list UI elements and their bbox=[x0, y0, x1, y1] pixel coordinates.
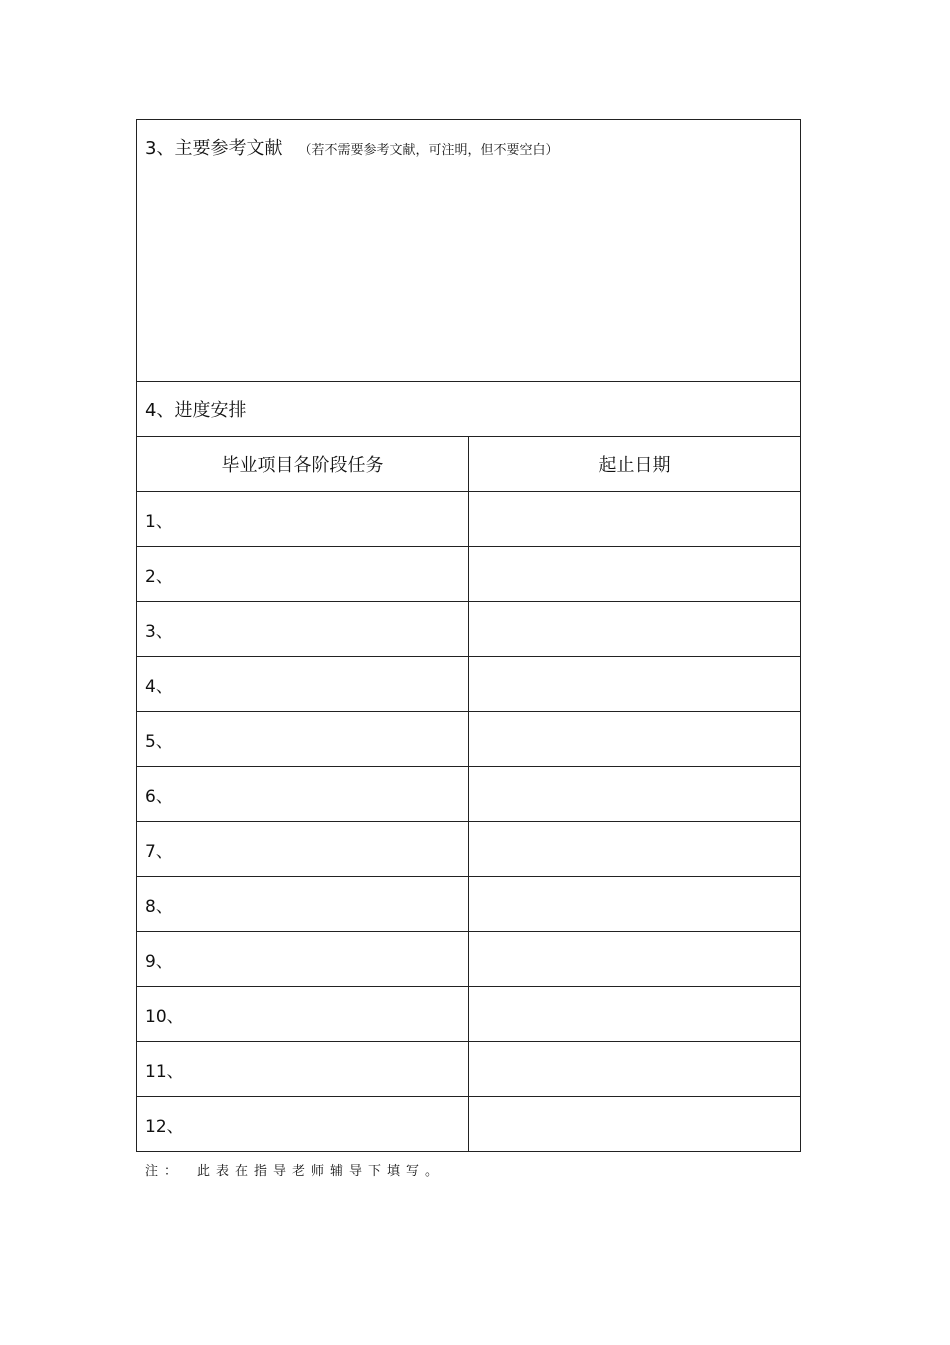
footnote-text: 此表在指导老师辅导下填写。 bbox=[197, 1164, 445, 1179]
table-row bbox=[137, 1042, 801, 1097]
table-row bbox=[137, 1097, 801, 1152]
date-cell[interactable] bbox=[469, 492, 801, 547]
task-cell[interactable]: 11、 bbox=[137, 1042, 469, 1097]
footnote-label: 注： bbox=[145, 1164, 184, 1179]
date-cell[interactable] bbox=[469, 1097, 801, 1152]
header-date: 起止日期 bbox=[469, 437, 801, 492]
task-cell[interactable]: 9、 bbox=[137, 932, 469, 987]
schedule-header-row bbox=[137, 437, 801, 492]
table-row bbox=[137, 712, 801, 767]
task-cell[interactable]: 12、 bbox=[137, 1097, 469, 1152]
references-row bbox=[137, 120, 801, 382]
table-row bbox=[137, 932, 801, 987]
date-cell[interactable] bbox=[469, 657, 801, 712]
schedule-title: 4、进度安排 bbox=[137, 382, 801, 437]
task-form-table bbox=[136, 119, 801, 1152]
task-cell[interactable]: 6、 bbox=[137, 767, 469, 822]
table-row bbox=[137, 547, 801, 602]
date-cell[interactable] bbox=[469, 547, 801, 602]
table-row bbox=[137, 822, 801, 877]
header-task: 毕业项目各阶段任务 bbox=[137, 437, 469, 492]
schedule-rows bbox=[137, 492, 801, 1152]
references-cell[interactable] bbox=[137, 120, 801, 382]
date-cell[interactable] bbox=[469, 1042, 801, 1097]
task-cell[interactable]: 7、 bbox=[137, 822, 469, 877]
references-note: （若不需要参考文献，可注明，但不要空白） bbox=[298, 143, 559, 158]
table-row bbox=[137, 767, 801, 822]
task-cell[interactable]: 3、 bbox=[137, 602, 469, 657]
schedule-title-row bbox=[137, 382, 801, 437]
task-cell[interactable]: 8、 bbox=[137, 877, 469, 932]
date-cell[interactable] bbox=[469, 932, 801, 987]
date-cell[interactable] bbox=[469, 602, 801, 657]
table-row bbox=[137, 657, 801, 712]
table-row bbox=[137, 492, 801, 547]
date-cell[interactable] bbox=[469, 877, 801, 932]
date-cell[interactable] bbox=[469, 822, 801, 877]
date-cell[interactable] bbox=[469, 712, 801, 767]
task-cell[interactable]: 2、 bbox=[137, 547, 469, 602]
references-title: 3、主要参考文献 bbox=[145, 138, 283, 159]
task-cell[interactable]: 10、 bbox=[137, 987, 469, 1042]
date-cell[interactable] bbox=[469, 767, 801, 822]
task-cell[interactable]: 4、 bbox=[137, 657, 469, 712]
task-cell[interactable]: 1、 bbox=[137, 492, 469, 547]
table-row bbox=[137, 877, 801, 932]
date-cell[interactable] bbox=[469, 987, 801, 1042]
table-row bbox=[137, 602, 801, 657]
task-cell[interactable]: 5、 bbox=[137, 712, 469, 767]
table-row bbox=[137, 987, 801, 1042]
footnote bbox=[145, 1160, 444, 1179]
